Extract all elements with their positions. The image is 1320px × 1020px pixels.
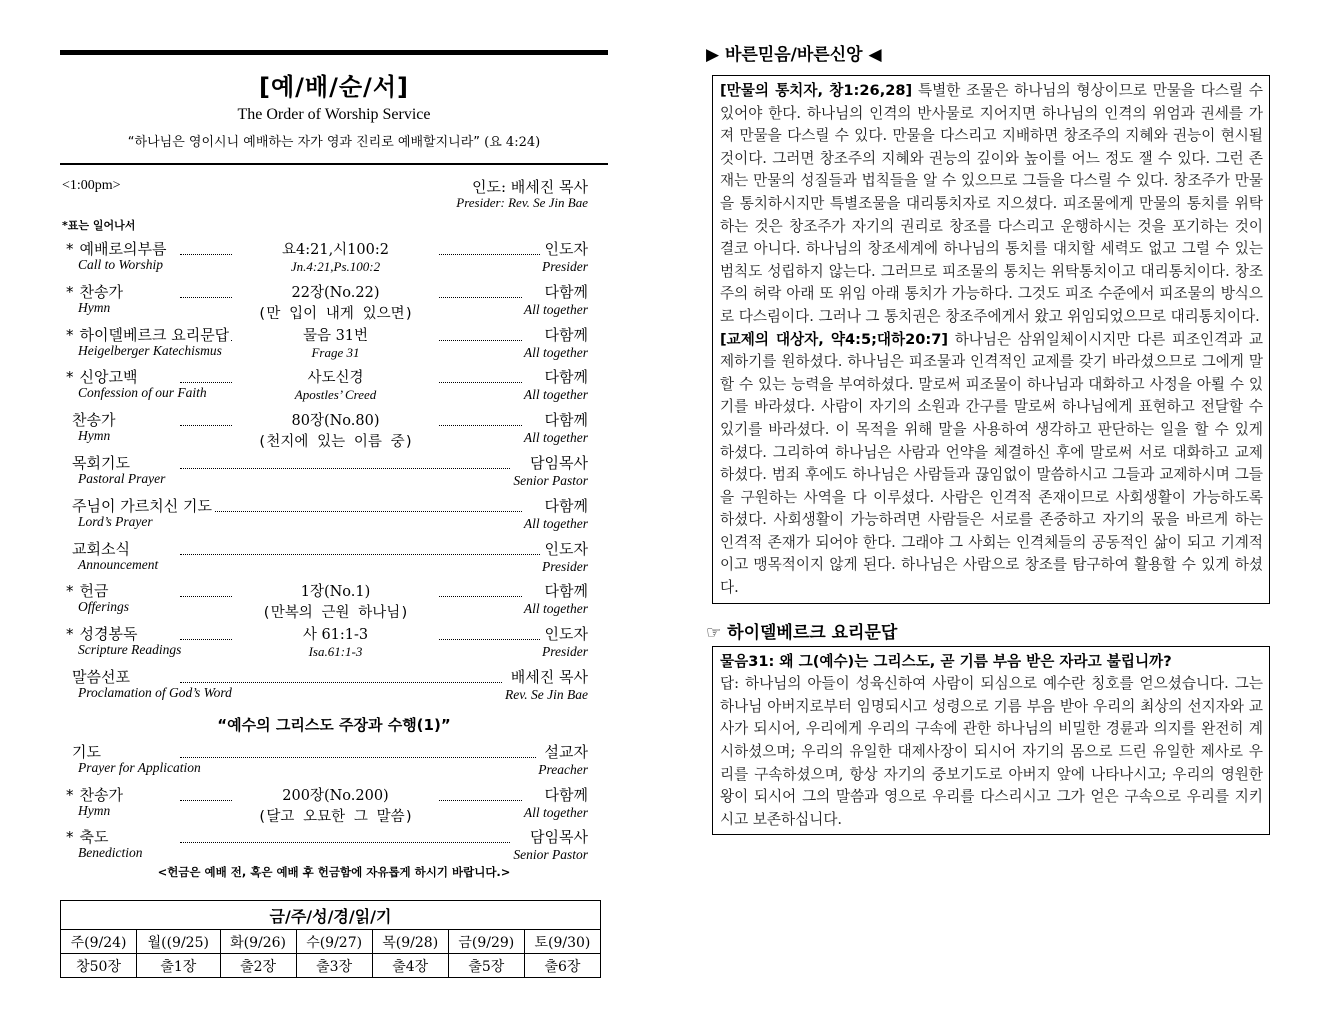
item-detail bbox=[233, 784, 438, 826]
faith-p2-text: 하나님은 삼위일체이시지만 다른 피조인격과 교제하기를 원하셨다. 하나님은 피조물과 인격적인 교제를 갖기 바라셨으므로 그에게 말할 수 있는 능력을 부여하셨다. 말로써 피조물이 하나님과 대화하고 사정을 아뢸 수 있기를 바라셨다. 사람이 자기의 소원과 간구를 말로써 하나님에게 표현하고 전달할 수 있기를 바라셨다. 이 목적을 위해 말을 사용하여 생각하고 판단하는 일을 할 수 있게 하셨다. 그리하여 하나님은 사람과 언약을 체결하신 후에 말로써 서로 대화하고 교제하셨다. 범죄 후에도 하나님은 사람들과 끊임없이 말씀하시고 그들과 교제하시며 그들을 구원하는 사역을 다 이루셨다. 사람은 인격적 존재이므로 사회생활이 가능하도록 하셨다. 사회생활이 가능하려면 사람들은 서로를 존중하고 자기의 몫을 바르게 하는 인격적 존재가 되어야 한다. 그래야 그 사회는 인격체들의 공동적인 삶이 되고 기계적이고 맹목적이지 않게 된다. 하나님은 사람으로 창조를 탐구하여 활용할 수 있게 하셨다. bbox=[720, 330, 1263, 597]
item-leader bbox=[540, 623, 588, 660]
faith-heading: ▶ 바른믿음/바른신앙 ◀ bbox=[706, 45, 882, 65]
item-detail-primary: 사 61:1-3 bbox=[302, 627, 369, 644]
item-detail bbox=[233, 238, 438, 275]
right-column bbox=[706, 40, 1270, 835]
item-detail bbox=[233, 623, 438, 660]
item-leader-en: All together bbox=[523, 344, 588, 360]
item-leader-en: All together bbox=[523, 804, 588, 820]
item-title-en: Scripture Readings bbox=[78, 642, 182, 658]
item-title-ko bbox=[66, 324, 231, 345]
item-leader-ko: 다함께 bbox=[544, 582, 588, 601]
verse-text: “하나님은 영이시니 예배하는 자가 영과 진리로 예배할지니라” bbox=[127, 135, 481, 150]
item-detail-hymn-title: (달고 오묘한 그 말씀) bbox=[257, 808, 414, 825]
weekly-reading-table bbox=[60, 900, 601, 978]
item-title-en: Lord’s Prayer bbox=[78, 513, 153, 529]
item-title-ko bbox=[72, 538, 132, 559]
item-leader-en: Senior Pastor bbox=[513, 847, 588, 863]
reading-day: 화(9/26) bbox=[220, 930, 296, 954]
stand-mark: * bbox=[66, 785, 74, 804]
worship-item bbox=[60, 740, 608, 783]
sermon-title: “예수의 그리스도 주장과 수행(1)” bbox=[217, 715, 451, 734]
presider-ko: 인도: 배세진 목사 bbox=[471, 178, 588, 196]
reading-title: 금/주/성/경/읽/기 bbox=[61, 901, 601, 930]
item-leader-en: Presider bbox=[542, 558, 588, 574]
page-subtitle: The Order of Worship Service bbox=[237, 106, 431, 123]
item-leader-en: All together bbox=[523, 601, 588, 617]
item-title-text: 성경봉독 bbox=[79, 625, 138, 644]
catechism-box bbox=[712, 646, 1270, 836]
worship-item bbox=[60, 665, 608, 708]
item-title-text: 헌금 bbox=[79, 582, 109, 601]
item-leader-en: All together bbox=[523, 515, 588, 531]
reading-chapter: 출6장 bbox=[524, 954, 600, 978]
item-title-ko bbox=[66, 580, 110, 601]
item-detail-english: Isa.61:1-3 bbox=[308, 644, 363, 660]
item-leader bbox=[522, 409, 588, 446]
worship-item bbox=[60, 365, 608, 408]
item-leader-ko: 인도자 bbox=[544, 539, 588, 558]
item-title-en: Hymn bbox=[78, 428, 111, 444]
item-title-ko bbox=[66, 238, 168, 259]
stand-mark: * bbox=[66, 325, 74, 344]
reading-chapter: 출3장 bbox=[296, 954, 372, 978]
worship-item bbox=[60, 408, 608, 451]
page-title: [예/배/순/서] bbox=[259, 73, 409, 101]
worship-items bbox=[60, 237, 608, 708]
presider-en: Presider: Rev. Se Jin Bae bbox=[456, 195, 588, 210]
stand-mark: * bbox=[66, 582, 74, 601]
faith-p2-title: [교제의 대상자, 약4:5;대하20:7] bbox=[720, 330, 949, 348]
catechism-question: 물음31: 왜 그(예수)는 그리스도, 곧 기름 부음 받은 자라고 불립니까? bbox=[720, 652, 1172, 670]
stand-mark: * bbox=[66, 368, 74, 387]
item-leader bbox=[503, 666, 588, 703]
item-detail bbox=[233, 409, 438, 451]
order-of-worship bbox=[60, 50, 608, 978]
item-leader-ko: 담임목사 bbox=[530, 828, 588, 847]
item-title-text: 하이델베르크 요리문답 bbox=[79, 325, 230, 344]
item-leader-ko: 설교자 bbox=[544, 742, 588, 761]
reading-chapter: 출2장 bbox=[220, 954, 296, 978]
item-leader-ko: 담임목사 bbox=[530, 453, 588, 472]
item-detail-english: Frage 31 bbox=[311, 344, 360, 360]
item-detail-hymn-title: (천지에 있는 이름 중) bbox=[257, 434, 414, 451]
worship-item bbox=[60, 579, 608, 622]
item-detail bbox=[233, 324, 438, 361]
worship-item bbox=[60, 825, 608, 868]
reading-day: 금(9/29) bbox=[448, 930, 524, 954]
verse-reference: (요 4:24) bbox=[484, 135, 541, 150]
item-title-ko bbox=[66, 281, 125, 302]
reading-chapter: 출5장 bbox=[448, 954, 524, 978]
item-leader-ko: 다함께 bbox=[544, 368, 588, 387]
item-leader bbox=[522, 495, 588, 532]
item-title-ko bbox=[66, 826, 110, 847]
reading-day: 토(9/30) bbox=[524, 930, 600, 954]
item-title-en: Hymn bbox=[78, 299, 111, 315]
item-title-ko bbox=[72, 452, 132, 473]
reading-chapter: 창50장 bbox=[61, 954, 137, 978]
theme-verse bbox=[60, 131, 608, 150]
item-leader-en: Presider bbox=[542, 644, 588, 660]
stand-mark: * bbox=[66, 828, 74, 847]
stand-mark: * bbox=[66, 625, 74, 644]
item-title-en: Confession of our Faith bbox=[78, 385, 207, 401]
item-title-ko bbox=[72, 409, 117, 430]
item-detail-hymn-title: (만 입이 내게 있으면) bbox=[257, 305, 414, 322]
reading-day: 목(9/28) bbox=[372, 930, 448, 954]
item-title-en: Pastoral Prayer bbox=[78, 470, 166, 486]
stand-note: *표는 일어나서 bbox=[62, 219, 136, 232]
item-leader-en: All together bbox=[523, 387, 588, 403]
reading-day: 주(9/24) bbox=[61, 930, 137, 954]
item-detail bbox=[233, 366, 438, 403]
item-detail-primary: 200장(No.200) bbox=[282, 787, 389, 804]
item-detail-primary: 물음 31번 bbox=[302, 327, 369, 344]
item-leader bbox=[511, 452, 588, 489]
item-leader-en: Senior Pastor bbox=[513, 472, 588, 488]
item-leader-ko: 다함께 bbox=[544, 496, 588, 515]
item-title-text: 예배로의부름 bbox=[79, 240, 167, 258]
item-leader-ko: 다함께 bbox=[544, 785, 588, 804]
item-detail-english: Apostles’ Creed bbox=[294, 387, 377, 403]
item-leader bbox=[522, 281, 588, 318]
item-leader-ko: 다함께 bbox=[544, 325, 588, 344]
item-detail-primary: 1장(No.1) bbox=[300, 584, 371, 601]
reading-day: 수(9/27) bbox=[296, 930, 372, 954]
item-leader bbox=[511, 826, 588, 863]
item-title-en: Proclamation of God’s Word bbox=[78, 684, 232, 700]
item-detail bbox=[233, 580, 438, 622]
item-leader bbox=[522, 784, 588, 821]
item-title-ko bbox=[72, 741, 103, 762]
item-leader-en: All together bbox=[523, 430, 588, 446]
item-detail-hymn-title: (만복의 근원 하나님) bbox=[262, 605, 409, 622]
item-leader-ko: 인도자 bbox=[544, 240, 588, 258]
item-detail bbox=[233, 281, 438, 323]
item-title-ko bbox=[72, 495, 214, 516]
reading-chapter: 출1장 bbox=[137, 954, 220, 978]
item-title-ko bbox=[72, 666, 132, 687]
dotted-leader bbox=[180, 554, 588, 555]
stand-mark: * bbox=[66, 282, 74, 301]
worship-item bbox=[60, 451, 608, 494]
item-title-ko bbox=[66, 366, 139, 387]
item-title-text: 찬송가 bbox=[79, 282, 123, 301]
item-leader-en: Preacher bbox=[538, 761, 588, 777]
item-leader-ko: 다함께 bbox=[544, 282, 588, 301]
item-detail-primary: 22장(No.22) bbox=[291, 284, 380, 301]
worship-item bbox=[60, 494, 608, 537]
item-title-en: Offerings bbox=[78, 599, 130, 615]
item-title-text: 신앙고백 bbox=[79, 368, 138, 387]
reading-day: 월((9/25) bbox=[137, 930, 220, 954]
item-leader bbox=[536, 741, 588, 778]
item-detail-primary: 사도신경 bbox=[307, 370, 364, 387]
item-title-text: 찬송가 bbox=[72, 411, 116, 430]
dotted-leader bbox=[180, 757, 588, 758]
worship-item bbox=[60, 323, 608, 366]
item-detail-primary: 80장(No.80) bbox=[291, 413, 380, 430]
item-detail-english: Jn.4:21,Ps.100:2 bbox=[290, 259, 381, 274]
faith-box bbox=[712, 75, 1270, 604]
item-title-en: Call to Worship bbox=[78, 257, 164, 272]
item-leader bbox=[522, 580, 588, 617]
item-title-text: 기도 bbox=[72, 742, 101, 761]
item-leader bbox=[522, 366, 588, 403]
item-leader-ko: 배세진 목사 bbox=[510, 667, 588, 686]
worship-item bbox=[60, 537, 608, 580]
item-title-en: Benediction bbox=[78, 845, 143, 861]
catechism-heading: ☞ 하이델베르크 요리문답 bbox=[706, 622, 898, 643]
service-time: <1:00pm> bbox=[62, 178, 121, 193]
item-leader bbox=[540, 538, 588, 575]
service-header bbox=[60, 173, 608, 213]
item-title-text: 축도 bbox=[79, 828, 109, 847]
item-title-en: Prayer for Application bbox=[78, 759, 201, 775]
item-leader-en: All together bbox=[523, 301, 588, 317]
item-leader-en: Rev. Se Jin Bae bbox=[505, 686, 588, 702]
item-leader-ko: 인도자 bbox=[544, 625, 588, 644]
worship-item bbox=[60, 622, 608, 665]
top-rule bbox=[60, 50, 608, 55]
item-title-text: 말씀선포 bbox=[72, 667, 130, 686]
divider-rule bbox=[60, 163, 608, 165]
item-leader-ko: 다함께 bbox=[544, 411, 588, 430]
item-leader-en: Presider bbox=[542, 259, 588, 274]
item-title-ko bbox=[66, 784, 125, 805]
item-title-ko bbox=[66, 623, 139, 644]
item-title-en: Heigelberger Katechismus bbox=[78, 342, 222, 358]
reading-chapter: 출4장 bbox=[372, 954, 448, 978]
offering-note: <헌금은 예배 전, 혹은 예배 후 헌금함에 자유롭게 하시기 바랍니다.> bbox=[157, 865, 511, 880]
item-detail-primary: 요4:21,시100:2 bbox=[282, 242, 389, 258]
item-title-text: 목회기도 bbox=[72, 453, 130, 472]
item-title-text: 교회소식 bbox=[72, 539, 130, 558]
item-leader bbox=[522, 324, 588, 361]
item-title-text: 주님이 가르치신 기도 bbox=[72, 496, 212, 515]
faith-p1-title: [만물의 통치자, 창1:26,28] bbox=[720, 82, 913, 99]
faith-p1-text: 특별한 조물은 하나님의 형상이므로 만물을 다스릴 수 있어야 한다. 하나님의 인격의 반사물로 지어지면 하나님의 인격의 위엄과 권세를 가져 만물을 다스릴 수 있다. 만물을 다스리고 지배하면 창조주의 지혜와 권능이 현시될 것이다. 그러면 창조주의 지혜와 권능의 깊이와 높이를 어느 정도 잴 수 있다. 그런 존재는 만물의 성질들과 법칙들을 알 수 있으므로 그들을 다스릴 수 있다. 창조주가 만물을 통치하시지만 특별조물을 대리통치자로 지으셨다. 피조물에게 만물의 통치를 위탁하는 것은 창조주가 자기의 권리로 창조를 다스리고 운행하시는 것을 포기하는 것이 결코 아니다. 하나님의 창조세계에 하나님의 통치를 대치할 세력도 없고 그럴 수 있는 범칙도 성립하지 않는다. 그러므로 피조물의 통치는 위탁통치이고 대리통치이다. 창조주의 허락 아래 또 위임 아래 통치가 가능하다. 그것도 피조 수준에서 피조물의 방식으로 다스림이다. 그러나 그 통치권은 창조주에게서 왔고 위임되었으므로 대리통치이다. bbox=[720, 82, 1264, 325]
item-title-en: Announcement bbox=[78, 556, 159, 572]
worship-items-after-sermon bbox=[60, 740, 608, 868]
item-title-en: Hymn bbox=[78, 802, 111, 818]
item-title-text: 찬송가 bbox=[79, 785, 123, 804]
stand-mark: * bbox=[66, 240, 74, 258]
item-leader bbox=[540, 238, 588, 275]
worship-item bbox=[60, 783, 608, 826]
catechism-answer: 답: 하나님의 아들이 성육신하여 사람이 되심으로 예수란 칭호를 얻으셨습니다. 그는 하나님 아버지로부터 임명되시고 성령으로 기름 부음 받아 우리의 최상의 선지자와 교사가 되시어, 우리에게 우리의 구속에 관한 하나님의 비밀한 경륜과 의지를 완전히 계시하셨으며; 우리의 유일한 대제사장이 되시어 자기의 몸으로 드린 유일한 제사로 우리를 구속하셨으며, 항상 자기의 중보기도로 아버지 앞에 나타나시고; 우리의 영원한 왕이 되시어 그의 말씀과 영으로 우리를 다스리시고 그가 얻은 구속으로 우리를 지키시고 보존하십니다. bbox=[720, 675, 1263, 828]
worship-item bbox=[60, 237, 608, 280]
worship-item bbox=[60, 280, 608, 323]
